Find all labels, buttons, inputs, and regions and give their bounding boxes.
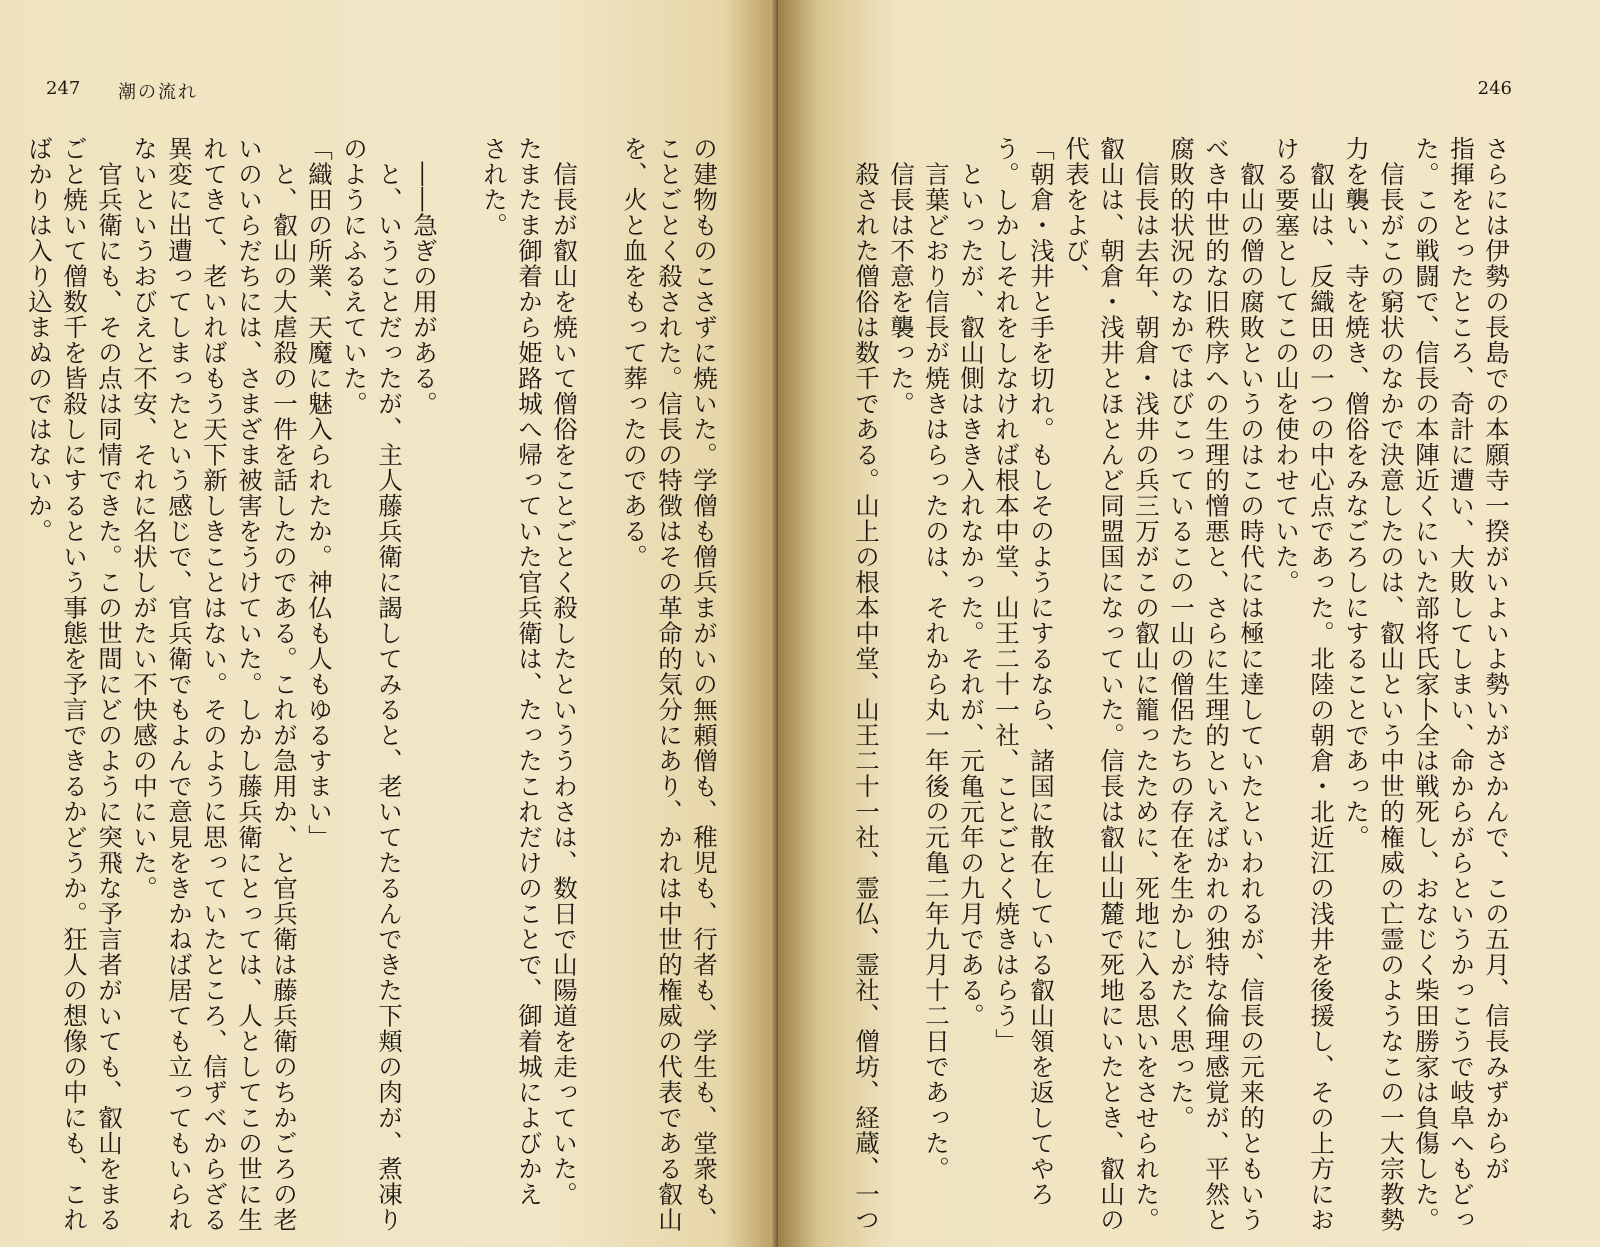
text-line: う。しかしそれをしなければ根本中堂、山王二十一社、ことごとく焼きはらう」 <box>992 136 1021 1054</box>
text-line: 信長がこの窮状のなかで決意したのは、叡山という中世的権威の亡霊のようなこの一大宗教勢 <box>1377 136 1406 1233</box>
text-line: 信長は去年、朝倉・浅井の兵三万がこの叡山に籠ったために、死地に入る思いをさせられた。 <box>1132 136 1161 1233</box>
text-line: 言葉どおり信長が焼きはらったのは、それから丸一年後の元亀二年九月十二日であった。 <box>922 136 951 1182</box>
text-line: ことごとく殺された。信長の特徴はその革命的気分にあり、かれは中世的権威の代表である叡山 <box>655 136 684 1233</box>
text-line: さらには伊勢の長島での本願寺一揆がいよいよ勢いがさかんで、この五月、信長みずからが <box>1482 136 1511 1182</box>
running-head: 潮の流れ <box>118 82 198 103</box>
text-line: 「織田の所業、天魔に魅入られたか。神仏も人もゆるすまい」 <box>305 136 334 850</box>
right-page-body <box>822 136 1514 1233</box>
text-line: べき中世的な旧秩序への生理的憎悪と、さらに生理的といえばかれの独特な倫理感覚が、平然と <box>1202 136 1231 1233</box>
text-line: 指揮をとったところ、奇計に遭い、大敗してしまい、命からがらというかっこうで岐阜へもどっ <box>1447 136 1476 1233</box>
left-page <box>0 0 778 1247</box>
text-line: と、叡山の大虐殺の一件を話したのである。これが急用か、と官兵衛は藤兵衛のちかごろの老 <box>270 136 299 1233</box>
text-line: ――急ぎの用がある。 <box>410 136 439 417</box>
left-page-number: 247 <box>46 78 81 99</box>
text-line: 異変に出遭ってしまったという感じで、官兵衛でもよんで意見をきかねば居ても立ってもいられ <box>165 136 194 1233</box>
text-line: ばかりは入り込まぬのではないか。 <box>25 136 54 544</box>
text-line: 叡山は、朝倉・浅井とほとんど同盟国になっていた。信長は叡山山麓で死地にいたとき、叡山の <box>1097 136 1126 1233</box>
text-line: といったが、叡山側はきき入れなかった。それが、元亀元年の九月である。 <box>957 136 986 1029</box>
text-line: を、火と血をもって葬ったのである。 <box>620 136 649 570</box>
text-line: された。 <box>480 136 509 238</box>
text-line: 殺された僧俗は数千である。山上の根本中堂、山王二十一社、霊仏、霊社、僧坊、経蔵、一つ <box>852 136 881 1233</box>
text-line: 信長が叡山を焼いて僧俗をことごとく殺したといううわさは、数日で山陽道を走っていた。 <box>550 136 579 1207</box>
text-line: 官兵衛にも、その点は同情できた。この世間にどのように突飛な予言者がいても、叡山をまる <box>95 136 124 1233</box>
text-line: と、いうことだったが、主人藤兵衛に謁してみると、老いてたるんできた下頬の肉が、煮凍り <box>375 136 404 1233</box>
text-line: ける要塞としてこの山を使わせていた。 <box>1272 136 1301 595</box>
text-line: 叡山は、反織田の一つの中心点であった。北陸の朝倉・北近江の浅井を後援し、その上方にお <box>1307 136 1336 1233</box>
text-line: た。この戦闘で、信長の本陣近くにいた部将氏家卜全は戦死し、おなじく柴田勝家は負傷した。 <box>1412 136 1441 1233</box>
text-line: 信長は不意を襲った。 <box>887 136 916 417</box>
text-line: 腐敗的状況のなかではびこっているこの一山の僧侶たちの存在を生かしがたく思った。 <box>1167 136 1196 1131</box>
text-line: 「朝倉・浅井と手を切れ。もしそのようにするなら、諸国に散在している叡山領を返してやろ <box>1027 136 1056 1207</box>
text-line: れてきて、老いればもう天下新しきことはない。そのように思っていたところ、信ずべからざる <box>200 136 229 1233</box>
text-line: たまたま御着から姫路城へ帰っていた官兵衛は、たったこれだけのことで、御着城によびかえ <box>515 136 544 1207</box>
text-line: いのいらだちには、さまざま被害をうけていた。しかし藤兵衛にとっては、人としてこの世に生 <box>235 136 264 1233</box>
left-page-body <box>25 136 722 1233</box>
text-line: 叡山の僧の腐敗というのはこの時代には極に達していたといわれるが、信長の元来的ともいう <box>1237 136 1266 1233</box>
text-line <box>582 136 617 1206</box>
text-line <box>442 136 477 1206</box>
text-line: 力を襲い、寺を焼き、僧俗をみなごろしにすることであった。 <box>1342 136 1371 850</box>
text-line: ごと焼いて僧数千を皆殺しにするという事態を予言できるかどうか。狂人の想像の中にも、これ <box>60 136 89 1233</box>
text-line: のようにふるえていた。 <box>340 136 369 417</box>
text-line: ないというおびえと不安、それに名状しがたい不快感の中にいた。 <box>130 136 159 901</box>
text-line: 代表をよび、 <box>1062 136 1091 289</box>
text-line: の建物ものこさずに焼いた。学僧も僧兵まがいの無頼僧も、稚児も、行者も、学生も、堂衆も、 <box>690 136 719 1233</box>
right-page-number: 246 <box>1477 78 1512 99</box>
